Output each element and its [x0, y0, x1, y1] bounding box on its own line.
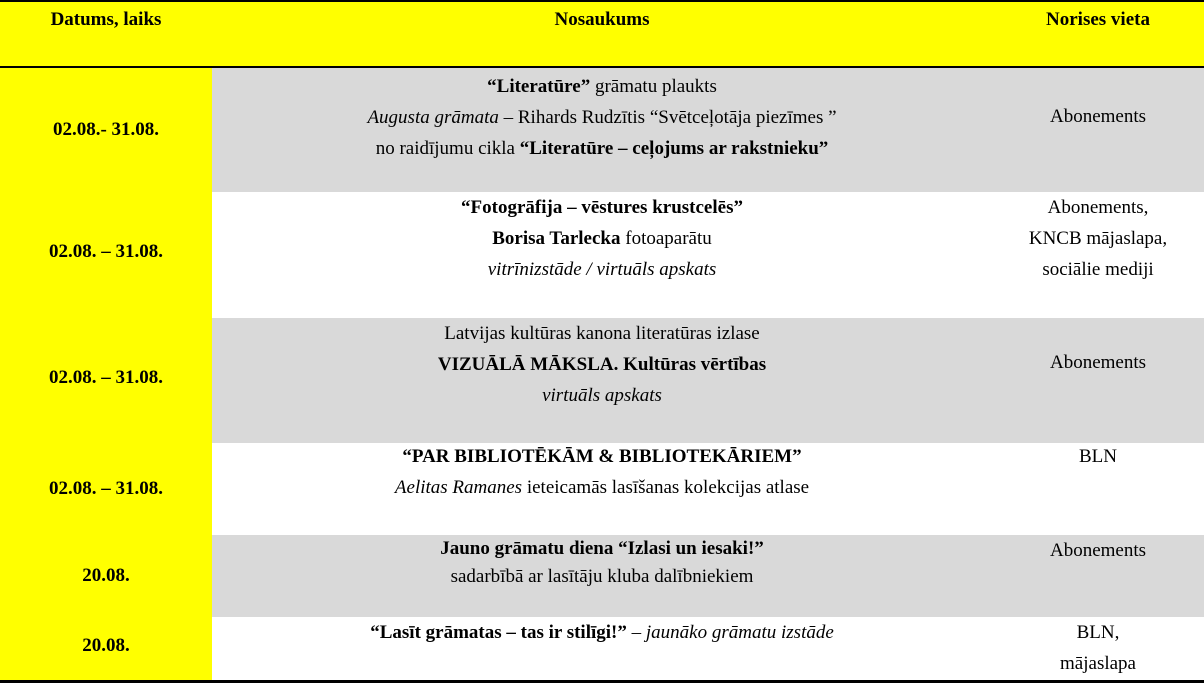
row-date: 02.08. – 31.08.	[49, 478, 163, 499]
table-row	[0, 318, 1204, 443]
table-row	[0, 535, 1204, 617]
row-date: 02.08. – 31.08.	[49, 367, 163, 388]
row-place: Abonements	[1049, 540, 1147, 561]
row-title: Latvijas kultūras kanona literatūras izlase VIZUĀLĀ MĀKSLA. Kultūras vērtības virtuāls apskats	[437, 323, 767, 406]
row-title: “Literatūre” grāmatu plaukts Augusta grāmata – Rihards Rudzītis “Svētceļotāja piezīmes ” no raidījumu cikla “Literatūre – ceļojums ar rakstnieku”	[367, 76, 837, 159]
row-date: 02.08. – 31.08.	[49, 241, 163, 262]
row-date: 20.08.	[82, 635, 130, 656]
table-row	[0, 68, 1204, 192]
table-row	[0, 443, 1204, 535]
header-place: Norises vieta	[1046, 9, 1150, 30]
row-title: “PAR BIBLIOTĒKĀM & BIBLIOTEKĀRIEM” Aelitas Ramanes ieteicamās lasīšanas kolekcijas atlase	[394, 446, 810, 498]
row-place: BLN	[1079, 446, 1117, 467]
row-title: “Lasīt grāmatas – tas ir stilīgi!” – jaunāko grāmatu izstāde	[370, 622, 834, 643]
row-title: Jauno grāmatu diena “Izlasi un iesaki!” sadarbībā ar lasītāju kluba dalībniekiem	[440, 538, 764, 587]
row-place: Abonements	[1049, 106, 1147, 127]
row-place: Abonements	[1049, 352, 1147, 373]
row-date: 02.08.- 31.08.	[52, 119, 160, 140]
row-place: Abonements, KNCB mājaslapa, sociālie mediji	[1028, 197, 1168, 280]
row-place: BLN, mājaslapa	[1060, 622, 1136, 674]
table-row	[0, 192, 1204, 318]
header-title: Nosaukums	[554, 9, 650, 30]
header-date: Datums, laiks	[50, 9, 162, 30]
row-title: “Fotogrāfija – vēstures krustcelēs” Borisa Tarlecka fotoaparātu vitrīnizstāde / virtuāls apskats	[461, 197, 743, 280]
table-header	[0, 0, 1204, 68]
table-row	[0, 617, 1204, 680]
row-date: 20.08.	[82, 565, 130, 586]
table-bottom-border	[0, 680, 1204, 683]
